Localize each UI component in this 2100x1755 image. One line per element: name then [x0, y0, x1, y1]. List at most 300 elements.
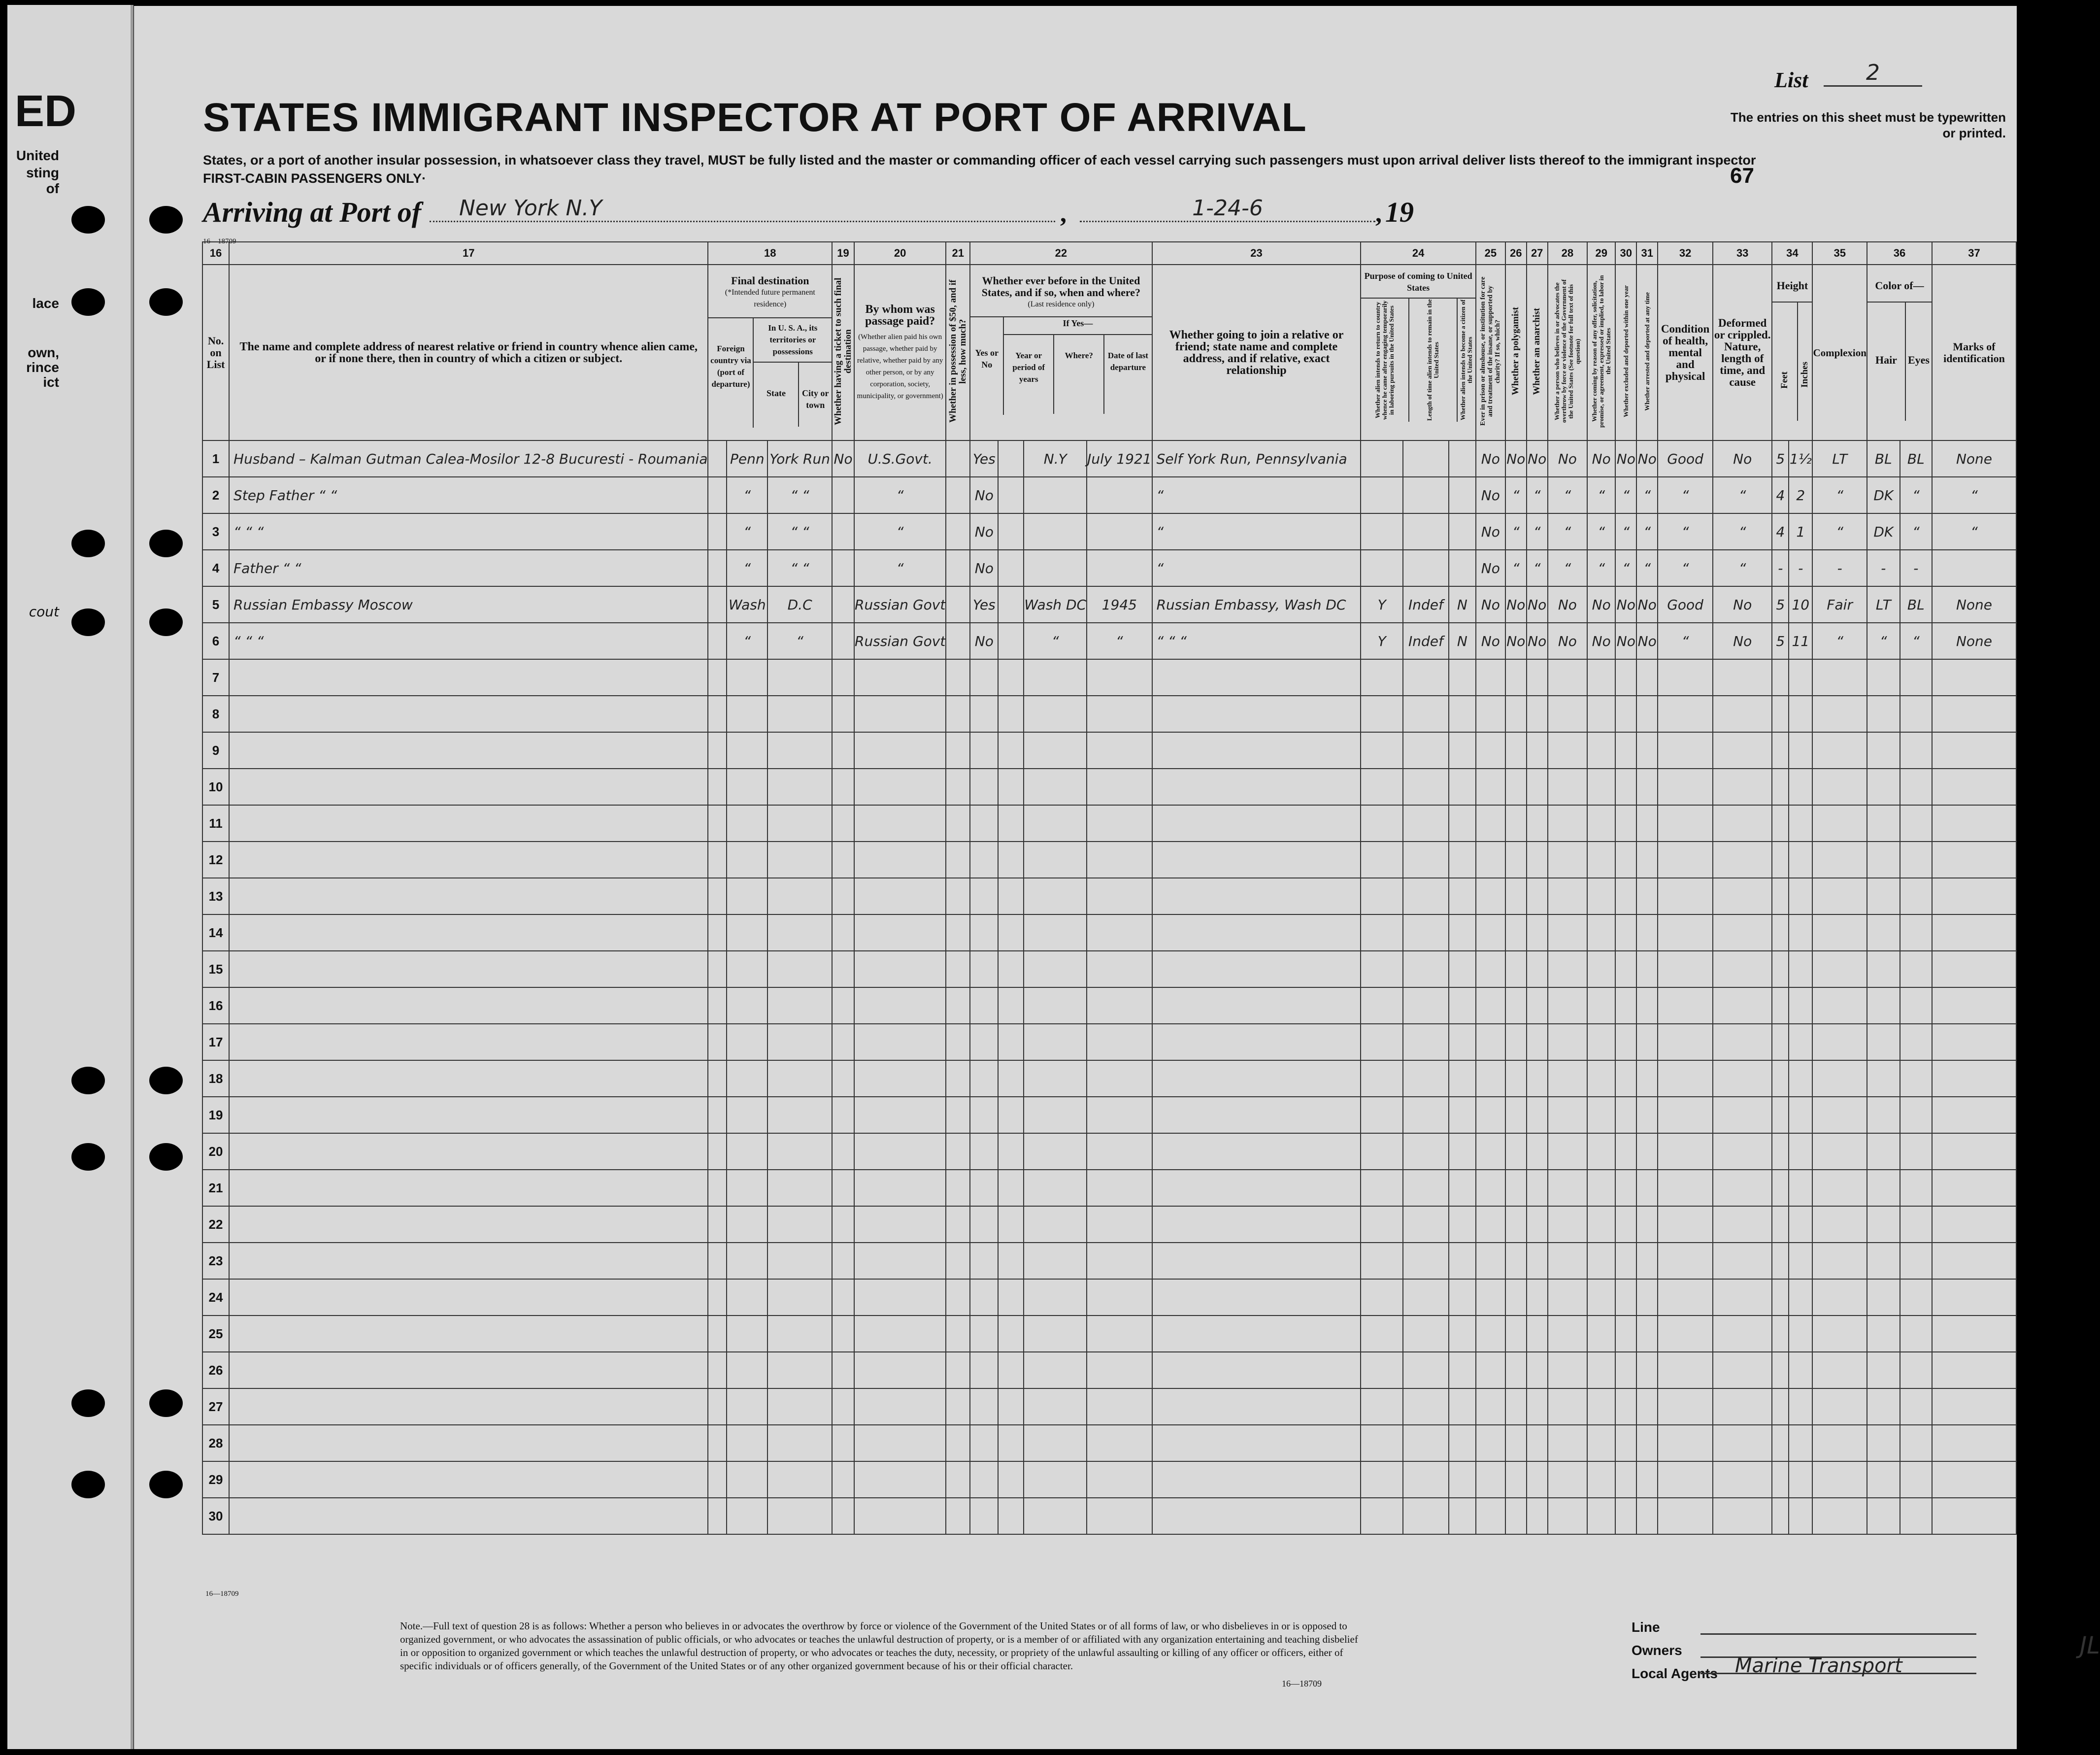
arrival-date-field[interactable]: 1-24-6: [1080, 196, 1375, 222]
deformed-cell[interactable]: [1713, 1206, 1772, 1243]
possession-cell[interactable]: [946, 477, 970, 513]
hair-color-cell[interactable]: [1867, 1425, 1900, 1461]
passage-paid-cell[interactable]: [854, 914, 946, 951]
q30-cell[interactable]: [1615, 1024, 1636, 1060]
eye-color-cell[interactable]: [1900, 659, 1932, 696]
nearest-relative-cell[interactable]: [229, 1279, 708, 1316]
nearest-relative-cell[interactable]: [229, 732, 708, 769]
where-cell[interactable]: [1024, 1133, 1087, 1170]
hair-color-cell[interactable]: [1867, 805, 1900, 842]
city-cell[interactable]: [767, 914, 832, 951]
possession-cell[interactable]: [946, 1316, 970, 1352]
before-in-us-cell[interactable]: [970, 1461, 998, 1498]
line-field[interactable]: [1700, 1618, 1976, 1635]
year-period-cell[interactable]: [998, 878, 1024, 914]
hair-color-cell[interactable]: “: [1867, 623, 1900, 659]
join-relative-cell[interactable]: [1152, 1388, 1361, 1425]
eye-color-cell[interactable]: “: [1900, 623, 1932, 659]
purpose-return-cell[interactable]: [1361, 805, 1403, 842]
join-relative-cell[interactable]: [1152, 1352, 1361, 1388]
foreign-country-cell[interactable]: [708, 1097, 727, 1133]
city-cell[interactable]: [767, 1097, 832, 1133]
q29-cell[interactable]: [1587, 878, 1615, 914]
q31-cell[interactable]: [1636, 1461, 1658, 1498]
q29-cell[interactable]: [1587, 1498, 1615, 1534]
state-cell[interactable]: [727, 987, 767, 1024]
prison-cell[interactable]: [1476, 1425, 1505, 1461]
q28-cell[interactable]: [1548, 732, 1587, 769]
before-in-us-cell[interactable]: [970, 1425, 998, 1461]
q30-cell[interactable]: [1615, 1243, 1636, 1279]
q29-cell[interactable]: [1587, 1279, 1615, 1316]
purpose-length-cell[interactable]: [1403, 1243, 1449, 1279]
eye-color-cell[interactable]: [1900, 987, 1932, 1024]
q30-cell[interactable]: [1615, 914, 1636, 951]
purpose-return-cell[interactable]: [1361, 1425, 1403, 1461]
ticket-cell[interactable]: [832, 1388, 854, 1425]
city-cell[interactable]: [767, 696, 832, 732]
city-cell[interactable]: [767, 732, 832, 769]
deformed-cell[interactable]: [1713, 659, 1772, 696]
q28-cell[interactable]: [1548, 1097, 1587, 1133]
q30-cell[interactable]: [1615, 659, 1636, 696]
prison-cell[interactable]: No: [1476, 550, 1505, 586]
purpose-length-cell[interactable]: [1403, 769, 1449, 805]
hair-color-cell[interactable]: [1867, 1133, 1900, 1170]
anarchist-cell[interactable]: [1527, 1461, 1548, 1498]
purpose-citizen-cell[interactable]: [1449, 1498, 1476, 1534]
q30-cell[interactable]: [1615, 1498, 1636, 1534]
nearest-relative-cell[interactable]: [229, 1461, 708, 1498]
nearest-relative-cell[interactable]: [229, 769, 708, 805]
q29-cell[interactable]: [1587, 842, 1615, 878]
q30-cell[interactable]: [1615, 1461, 1636, 1498]
join-relative-cell[interactable]: [1152, 732, 1361, 769]
possession-cell[interactable]: [946, 769, 970, 805]
foreign-country-cell[interactable]: [708, 732, 727, 769]
health-cell[interactable]: [1658, 1279, 1713, 1316]
q28-cell[interactable]: [1548, 1060, 1587, 1097]
q29-cell[interactable]: [1587, 1461, 1615, 1498]
state-cell[interactable]: [727, 732, 767, 769]
before-in-us-cell[interactable]: [970, 951, 998, 987]
passage-paid-cell[interactable]: [854, 732, 946, 769]
city-cell[interactable]: [767, 951, 832, 987]
marks-cell[interactable]: [1932, 1060, 2016, 1097]
passage-paid-cell[interactable]: [854, 1170, 946, 1206]
deformed-cell[interactable]: [1713, 1498, 1772, 1534]
deformed-cell[interactable]: [1713, 878, 1772, 914]
q28-cell[interactable]: [1548, 1388, 1587, 1425]
possession-cell[interactable]: [946, 1097, 970, 1133]
purpose-citizen-cell[interactable]: N: [1449, 586, 1476, 623]
passage-paid-cell[interactable]: [854, 987, 946, 1024]
hair-color-cell[interactable]: [1867, 1316, 1900, 1352]
foreign-country-cell[interactable]: [708, 987, 727, 1024]
foreign-country-cell[interactable]: [708, 1060, 727, 1097]
possession-cell[interactable]: [946, 1279, 970, 1316]
height-feet-cell[interactable]: [1772, 805, 1789, 842]
city-cell[interactable]: [767, 1206, 832, 1243]
q29-cell[interactable]: [1587, 987, 1615, 1024]
before-in-us-cell[interactable]: No: [970, 623, 998, 659]
possession-cell[interactable]: [946, 550, 970, 586]
city-cell[interactable]: “ “: [767, 477, 832, 513]
height-inches-cell[interactable]: [1789, 1243, 1812, 1279]
year-period-cell[interactable]: [998, 1133, 1024, 1170]
complexion-cell[interactable]: [1812, 1461, 1867, 1498]
health-cell[interactable]: [1658, 1425, 1713, 1461]
hair-color-cell[interactable]: [1867, 1498, 1900, 1534]
health-cell[interactable]: Good: [1658, 440, 1713, 477]
deformed-cell[interactable]: [1713, 914, 1772, 951]
hair-color-cell[interactable]: [1867, 659, 1900, 696]
hair-color-cell[interactable]: [1867, 914, 1900, 951]
anarchist-cell[interactable]: [1527, 659, 1548, 696]
polygamist-cell[interactable]: [1505, 1024, 1527, 1060]
departure-date-cell[interactable]: [1087, 1498, 1152, 1534]
purpose-citizen-cell[interactable]: [1449, 805, 1476, 842]
nearest-relative-cell[interactable]: [229, 1133, 708, 1170]
marks-cell[interactable]: [1932, 1425, 2016, 1461]
before-in-us-cell[interactable]: [970, 805, 998, 842]
year-period-cell[interactable]: [998, 1206, 1024, 1243]
purpose-citizen-cell[interactable]: [1449, 513, 1476, 550]
q29-cell[interactable]: [1587, 951, 1615, 987]
before-in-us-cell[interactable]: [970, 1352, 998, 1388]
height-inches-cell[interactable]: [1789, 732, 1812, 769]
year-period-cell[interactable]: [998, 550, 1024, 586]
year-period-cell[interactable]: [998, 513, 1024, 550]
state-cell[interactable]: [727, 1498, 767, 1534]
state-cell[interactable]: [727, 878, 767, 914]
nearest-relative-cell[interactable]: [229, 1388, 708, 1425]
deformed-cell[interactable]: [1713, 769, 1772, 805]
departure-date-cell[interactable]: [1087, 951, 1152, 987]
passage-paid-cell[interactable]: [854, 696, 946, 732]
q31-cell[interactable]: [1636, 1170, 1658, 1206]
polygamist-cell[interactable]: [1505, 732, 1527, 769]
purpose-return-cell[interactable]: [1361, 1024, 1403, 1060]
marks-cell[interactable]: [1932, 1388, 2016, 1425]
before-in-us-cell[interactable]: [970, 987, 998, 1024]
q28-cell[interactable]: [1548, 1133, 1587, 1170]
nearest-relative-cell[interactable]: Russian Embassy Moscow: [229, 586, 708, 623]
height-feet-cell[interactable]: [1772, 1425, 1789, 1461]
q31-cell[interactable]: [1636, 842, 1658, 878]
local-agents-field[interactable]: Marine Transport: [1700, 1657, 1976, 1674]
prison-cell[interactable]: [1476, 878, 1505, 914]
ticket-cell[interactable]: [832, 1316, 854, 1352]
height-feet-cell[interactable]: [1772, 732, 1789, 769]
where-cell[interactable]: [1024, 805, 1087, 842]
foreign-country-cell[interactable]: [708, 1461, 727, 1498]
q30-cell[interactable]: “: [1615, 550, 1636, 586]
nearest-relative-cell[interactable]: [229, 1024, 708, 1060]
height-feet-cell[interactable]: [1772, 1498, 1789, 1534]
height-inches-cell[interactable]: [1789, 1097, 1812, 1133]
nearest-relative-cell[interactable]: [229, 951, 708, 987]
possession-cell[interactable]: [946, 623, 970, 659]
anarchist-cell[interactable]: [1527, 914, 1548, 951]
passage-paid-cell[interactable]: U.S.Govt.: [854, 440, 946, 477]
state-cell[interactable]: “: [727, 513, 767, 550]
purpose-length-cell[interactable]: [1403, 1206, 1449, 1243]
q30-cell[interactable]: [1615, 805, 1636, 842]
height-feet-cell[interactable]: [1772, 842, 1789, 878]
q30-cell[interactable]: [1615, 842, 1636, 878]
health-cell[interactable]: [1658, 1060, 1713, 1097]
departure-date-cell[interactable]: [1087, 805, 1152, 842]
foreign-country-cell[interactable]: [708, 1243, 727, 1279]
purpose-length-cell[interactable]: [1403, 1060, 1449, 1097]
complexion-cell[interactable]: [1812, 951, 1867, 987]
city-cell[interactable]: [767, 878, 832, 914]
city-cell[interactable]: [767, 1060, 832, 1097]
q29-cell[interactable]: [1587, 1170, 1615, 1206]
q30-cell[interactable]: [1615, 1133, 1636, 1170]
height-feet-cell[interactable]: 5: [1772, 440, 1789, 477]
complexion-cell[interactable]: [1812, 1316, 1867, 1352]
year-period-cell[interactable]: [998, 1024, 1024, 1060]
prison-cell[interactable]: No: [1476, 440, 1505, 477]
height-inches-cell[interactable]: -: [1789, 550, 1812, 586]
state-cell[interactable]: “: [727, 550, 767, 586]
marks-cell[interactable]: [1932, 1279, 2016, 1316]
health-cell[interactable]: “: [1658, 550, 1713, 586]
purpose-return-cell[interactable]: [1361, 1498, 1403, 1534]
where-cell[interactable]: [1024, 842, 1087, 878]
marks-cell[interactable]: [1932, 550, 2016, 586]
foreign-country-cell[interactable]: [708, 1133, 727, 1170]
purpose-length-cell[interactable]: [1403, 1279, 1449, 1316]
departure-date-cell[interactable]: [1087, 1133, 1152, 1170]
possession-cell[interactable]: [946, 914, 970, 951]
join-relative-cell[interactable]: [1152, 1425, 1361, 1461]
before-in-us-cell[interactable]: [970, 1279, 998, 1316]
ticket-cell[interactable]: [832, 1206, 854, 1243]
prison-cell[interactable]: [1476, 659, 1505, 696]
health-cell[interactable]: [1658, 842, 1713, 878]
marks-cell[interactable]: [1932, 1352, 2016, 1388]
passage-paid-cell[interactable]: [854, 1388, 946, 1425]
q29-cell[interactable]: “: [1587, 513, 1615, 550]
q29-cell[interactable]: “: [1587, 477, 1615, 513]
foreign-country-cell[interactable]: [708, 951, 727, 987]
q28-cell[interactable]: [1548, 914, 1587, 951]
join-relative-cell[interactable]: [1152, 1133, 1361, 1170]
departure-date-cell[interactable]: [1087, 1352, 1152, 1388]
passage-paid-cell[interactable]: [854, 1024, 946, 1060]
hair-color-cell[interactable]: [1867, 1170, 1900, 1206]
year-period-cell[interactable]: [998, 769, 1024, 805]
nearest-relative-cell[interactable]: [229, 878, 708, 914]
marks-cell[interactable]: None: [1932, 623, 2016, 659]
state-cell[interactable]: [727, 1206, 767, 1243]
anarchist-cell[interactable]: [1527, 878, 1548, 914]
marks-cell[interactable]: [1932, 696, 2016, 732]
hair-color-cell[interactable]: [1867, 1060, 1900, 1097]
purpose-return-cell[interactable]: [1361, 1097, 1403, 1133]
nearest-relative-cell[interactable]: Father “ “: [229, 550, 708, 586]
purpose-citizen-cell[interactable]: [1449, 769, 1476, 805]
city-cell[interactable]: York Run: [767, 440, 832, 477]
ticket-cell[interactable]: [832, 987, 854, 1024]
health-cell[interactable]: [1658, 1024, 1713, 1060]
where-cell[interactable]: [1024, 1316, 1087, 1352]
departure-date-cell[interactable]: [1087, 914, 1152, 951]
nearest-relative-cell[interactable]: [229, 805, 708, 842]
foreign-country-cell[interactable]: [708, 550, 727, 586]
ticket-cell[interactable]: [832, 1425, 854, 1461]
passage-paid-cell[interactable]: “: [854, 477, 946, 513]
health-cell[interactable]: [1658, 1097, 1713, 1133]
complexion-cell[interactable]: [1812, 1243, 1867, 1279]
q31-cell[interactable]: [1636, 769, 1658, 805]
before-in-us-cell[interactable]: No: [970, 550, 998, 586]
city-cell[interactable]: [767, 1133, 832, 1170]
eye-color-cell[interactable]: [1900, 1060, 1932, 1097]
anarchist-cell[interactable]: [1527, 732, 1548, 769]
q29-cell[interactable]: [1587, 696, 1615, 732]
state-cell[interactable]: “: [727, 477, 767, 513]
health-cell[interactable]: [1658, 987, 1713, 1024]
deformed-cell[interactable]: [1713, 1097, 1772, 1133]
nearest-relative-cell[interactable]: [229, 1060, 708, 1097]
city-cell[interactable]: [767, 987, 832, 1024]
where-cell[interactable]: [1024, 513, 1087, 550]
hair-color-cell[interactable]: [1867, 951, 1900, 987]
hair-color-cell[interactable]: BL: [1867, 440, 1900, 477]
q30-cell[interactable]: [1615, 1060, 1636, 1097]
join-relative-cell[interactable]: [1152, 1316, 1361, 1352]
height-feet-cell[interactable]: [1772, 769, 1789, 805]
complexion-cell[interactable]: -: [1812, 550, 1867, 586]
passage-paid-cell[interactable]: [854, 1243, 946, 1279]
passage-paid-cell[interactable]: [854, 805, 946, 842]
complexion-cell[interactable]: [1812, 1024, 1867, 1060]
height-inches-cell[interactable]: 1: [1789, 513, 1812, 550]
q30-cell[interactable]: [1615, 696, 1636, 732]
where-cell[interactable]: [1024, 1243, 1087, 1279]
marks-cell[interactable]: [1932, 1133, 2016, 1170]
height-feet-cell[interactable]: [1772, 914, 1789, 951]
foreign-country-cell[interactable]: [708, 1279, 727, 1316]
departure-date-cell[interactable]: [1087, 477, 1152, 513]
q28-cell[interactable]: No: [1548, 440, 1587, 477]
city-cell[interactable]: [767, 1170, 832, 1206]
q31-cell[interactable]: [1636, 1316, 1658, 1352]
q28-cell[interactable]: [1548, 1352, 1587, 1388]
join-relative-cell[interactable]: [1152, 1461, 1361, 1498]
state-cell[interactable]: [727, 696, 767, 732]
city-cell[interactable]: [767, 1461, 832, 1498]
departure-date-cell[interactable]: [1087, 878, 1152, 914]
purpose-citizen-cell[interactable]: [1449, 732, 1476, 769]
height-inches-cell[interactable]: [1789, 1352, 1812, 1388]
foreign-country-cell[interactable]: [708, 440, 727, 477]
eye-color-cell[interactable]: [1900, 1352, 1932, 1388]
q30-cell[interactable]: [1615, 951, 1636, 987]
before-in-us-cell[interactable]: No: [970, 513, 998, 550]
before-in-us-cell[interactable]: [970, 842, 998, 878]
prison-cell[interactable]: [1476, 1316, 1505, 1352]
before-in-us-cell[interactable]: [970, 914, 998, 951]
state-cell[interactable]: Wash: [727, 586, 767, 623]
possession-cell[interactable]: [946, 1024, 970, 1060]
passage-paid-cell[interactable]: [854, 1060, 946, 1097]
departure-date-cell[interactable]: [1087, 1425, 1152, 1461]
height-inches-cell[interactable]: [1789, 987, 1812, 1024]
deformed-cell[interactable]: [1713, 1060, 1772, 1097]
before-in-us-cell[interactable]: [970, 696, 998, 732]
height-inches-cell[interactable]: [1789, 1279, 1812, 1316]
deformed-cell[interactable]: “: [1713, 550, 1772, 586]
purpose-length-cell[interactable]: [1403, 1316, 1449, 1352]
q28-cell[interactable]: [1548, 1425, 1587, 1461]
departure-date-cell[interactable]: [1087, 513, 1152, 550]
q30-cell[interactable]: [1615, 1388, 1636, 1425]
q29-cell[interactable]: [1587, 1024, 1615, 1060]
hair-color-cell[interactable]: [1867, 1097, 1900, 1133]
departure-date-cell[interactable]: [1087, 550, 1152, 586]
purpose-citizen-cell[interactable]: [1449, 1461, 1476, 1498]
ticket-cell[interactable]: [832, 1060, 854, 1097]
prison-cell[interactable]: No: [1476, 586, 1505, 623]
height-inches-cell[interactable]: 2: [1789, 477, 1812, 513]
foreign-country-cell[interactable]: [708, 477, 727, 513]
marks-cell[interactable]: [1932, 1206, 2016, 1243]
year-period-cell[interactable]: [998, 1388, 1024, 1425]
purpose-return-cell[interactable]: [1361, 987, 1403, 1024]
deformed-cell[interactable]: [1713, 951, 1772, 987]
height-inches-cell[interactable]: [1789, 1425, 1812, 1461]
join-relative-cell[interactable]: Russian Embassy, Wash DC: [1152, 586, 1361, 623]
year-period-cell[interactable]: [998, 914, 1024, 951]
eye-color-cell[interactable]: [1900, 842, 1932, 878]
nearest-relative-cell[interactable]: Husband – Kalman Gutman Calea-Mosilor 12-8 Bucuresti - Roumania: [229, 440, 708, 477]
join-relative-cell[interactable]: [1152, 1097, 1361, 1133]
departure-date-cell[interactable]: 1945: [1087, 586, 1152, 623]
prison-cell[interactable]: [1476, 914, 1505, 951]
anarchist-cell[interactable]: [1527, 1206, 1548, 1243]
q31-cell[interactable]: “: [1636, 550, 1658, 586]
possession-cell[interactable]: [946, 1060, 970, 1097]
q31-cell[interactable]: No: [1636, 440, 1658, 477]
height-feet-cell[interactable]: [1772, 1352, 1789, 1388]
complexion-cell[interactable]: Fair: [1812, 586, 1867, 623]
height-inches-cell[interactable]: [1789, 1170, 1812, 1206]
prison-cell[interactable]: [1476, 1170, 1505, 1206]
polygamist-cell[interactable]: [1505, 1388, 1527, 1425]
height-inches-cell[interactable]: [1789, 696, 1812, 732]
before-in-us-cell[interactable]: [970, 732, 998, 769]
q29-cell[interactable]: No: [1587, 623, 1615, 659]
purpose-length-cell[interactable]: [1403, 914, 1449, 951]
height-inches-cell[interactable]: [1789, 951, 1812, 987]
polygamist-cell[interactable]: [1505, 1060, 1527, 1097]
possession-cell[interactable]: [946, 1352, 970, 1388]
purpose-citizen-cell[interactable]: [1449, 1024, 1476, 1060]
passage-paid-cell[interactable]: [854, 1279, 946, 1316]
q31-cell[interactable]: [1636, 1243, 1658, 1279]
complexion-cell[interactable]: [1812, 914, 1867, 951]
year-period-cell[interactable]: [998, 1243, 1024, 1279]
passage-paid-cell[interactable]: [854, 659, 946, 696]
where-cell[interactable]: N.Y: [1024, 440, 1087, 477]
where-cell[interactable]: [1024, 1170, 1087, 1206]
where-cell[interactable]: [1024, 732, 1087, 769]
